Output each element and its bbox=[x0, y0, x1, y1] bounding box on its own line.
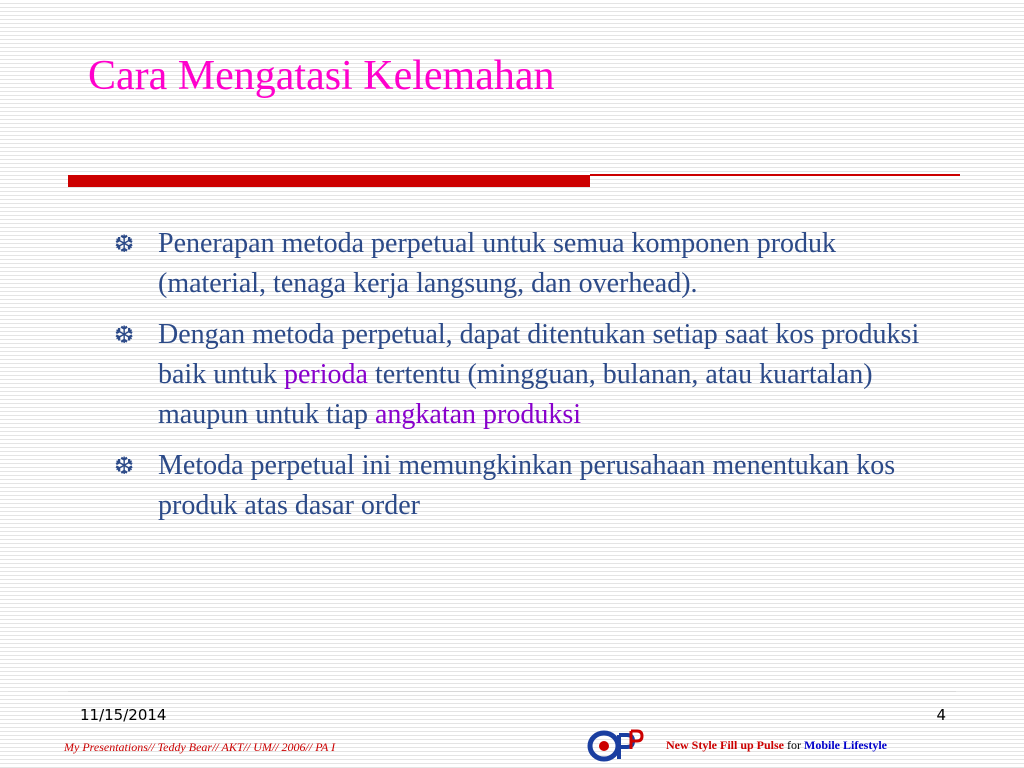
tagline-part-2: for bbox=[787, 738, 802, 752]
bullet-text-part: Dengan metoda perpetual, dapat ditentukan setiap saat kos produksi baik untuk bbox=[158, 319, 920, 390]
highlight-angkatan-produksi: angkatan produksi bbox=[374, 399, 582, 430]
slide-title: Cara Mengatasi Kelemahan bbox=[88, 53, 555, 99]
snowflake-bullet-icon: ❆ bbox=[113, 230, 135, 258]
bullet-item-2 bbox=[108, 315, 938, 435]
tagline-part-3: Mobile Lifestyle bbox=[804, 738, 887, 752]
bullet-item-1 bbox=[108, 224, 938, 304]
bullet-text bbox=[158, 319, 919, 430]
footer-date: 11/15/2014 bbox=[80, 706, 167, 724]
footer-credit: My Presentations// Teddy Bear// AKT// UM// 2006// PA I bbox=[64, 740, 336, 754]
footer-divider bbox=[68, 691, 956, 692]
footer-tagline bbox=[666, 738, 887, 753]
title-underline-thin bbox=[590, 174, 960, 176]
snowflake-bullet-icon: ❆ bbox=[113, 452, 135, 480]
bullet-text: Penerapan metoda perpetual untuk semua komponen produk (material, tenaga kerja langsung, dan overhead). bbox=[158, 228, 837, 299]
oppe-logo-icon bbox=[586, 725, 646, 765]
highlight-perioda: perioda bbox=[284, 359, 368, 390]
bullet-text: Metoda perpetual ini memungkinkan perusahaan menentukan kos produk atas dasar order bbox=[158, 450, 896, 521]
page-number: 4 bbox=[936, 706, 946, 724]
bullet-item-3 bbox=[108, 446, 938, 526]
bullet-list bbox=[108, 224, 938, 537]
snowflake-bullet-icon: ❆ bbox=[113, 321, 135, 349]
bullet-text-part: tertentu (mingguan, bulanan, atau kuartalan) maupun untuk tiap bbox=[158, 359, 873, 430]
tagline-part-1: New Style Fill up Pulse bbox=[666, 738, 785, 752]
title-underline-bar bbox=[68, 175, 590, 187]
